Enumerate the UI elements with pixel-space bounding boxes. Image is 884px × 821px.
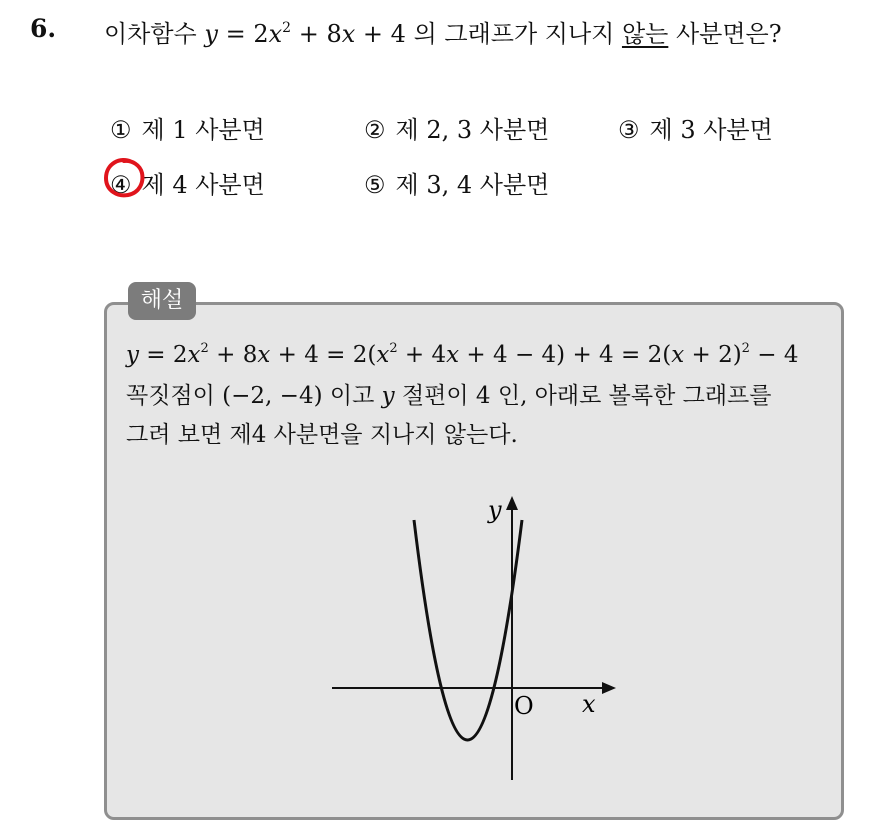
sol-part: x — [376, 342, 390, 368]
solution-line-2b: 절편이 4 인, 아래로 볼록한 그래프를 — [401, 383, 772, 409]
solution-line-1 — [126, 341, 798, 368]
fn-y: y — [204, 20, 218, 48]
fn-x: x — [268, 20, 283, 48]
solution-tag: 해설 — [128, 282, 196, 320]
choice-2-label: 제 2, 3 사분면 — [395, 116, 550, 144]
sol-part: + 2) — [684, 342, 742, 368]
choice-3-number: ③ — [618, 116, 640, 144]
x-axis-arrow — [602, 682, 616, 694]
choice-3[interactable] — [618, 110, 773, 145]
choice-2[interactable] — [364, 110, 549, 145]
sol-part: x — [671, 342, 685, 368]
solution-line-2a: 꼭짓점이 (−2, −4) 이고 — [126, 383, 375, 409]
sol-part: − 4 — [749, 342, 799, 368]
question-suffix-b: 사분면은? — [675, 20, 782, 48]
solution-line-3: 그려 보면 제4 사분면을 지나지 않는다. — [126, 422, 518, 448]
y-axis-label: y — [488, 496, 502, 524]
choice-1-number: ① — [110, 116, 132, 144]
sol-part: = 2 — [139, 342, 188, 368]
solution-line-2y: y — [381, 383, 395, 409]
fn-eq: = 2 — [225, 20, 269, 48]
sol-part: x — [446, 342, 460, 368]
question-underlined: 않는 — [621, 20, 669, 48]
sol-part: x — [257, 342, 271, 368]
fn-rest-a: + 8 — [298, 20, 342, 48]
sol-part: y — [126, 342, 139, 368]
choice-4-label: 제 4 사분면 — [141, 171, 265, 199]
question-number: 6. — [30, 14, 57, 43]
fn-exp: 2 — [282, 20, 292, 36]
parabola-graph — [320, 480, 640, 800]
choice-1[interactable] — [110, 110, 265, 145]
choice-5-label: 제 3, 4 사분면 — [395, 171, 550, 199]
origin-label: O — [514, 692, 534, 720]
choice-3-label: 제 3 사분면 — [649, 116, 773, 144]
sol-part: 2 — [200, 341, 209, 356]
choice-2-number: ② — [364, 116, 386, 144]
sol-part: 2 — [389, 341, 398, 356]
parabola-curve — [414, 520, 522, 740]
choice-1-label: 제 1 사분면 — [141, 116, 265, 144]
y-axis-arrow — [506, 496, 518, 510]
question-text — [104, 14, 782, 49]
sol-part: 2 — [741, 341, 750, 356]
solution-line-2 — [126, 377, 772, 410]
fn-rest-b: + 4 — [362, 20, 406, 48]
x-axis-label: x — [582, 690, 596, 718]
answer-circle-mark — [102, 156, 146, 200]
sol-part: + 4 − 4) + 4 = 2( — [459, 342, 672, 368]
sol-part: + 8 — [208, 342, 258, 368]
choice-4-number: ④ — [110, 171, 132, 199]
fn-x2: x — [341, 20, 356, 48]
question-suffix-a: 의 그래프가 지나지 — [413, 20, 615, 48]
sol-part: x — [187, 342, 201, 368]
choice-5-number: ⑤ — [364, 171, 386, 199]
choice-5[interactable] — [364, 165, 549, 200]
sol-part: + 4 = 2( — [270, 342, 377, 368]
question-prefix: 이차함수 — [104, 20, 197, 48]
sol-part: + 4 — [397, 342, 447, 368]
